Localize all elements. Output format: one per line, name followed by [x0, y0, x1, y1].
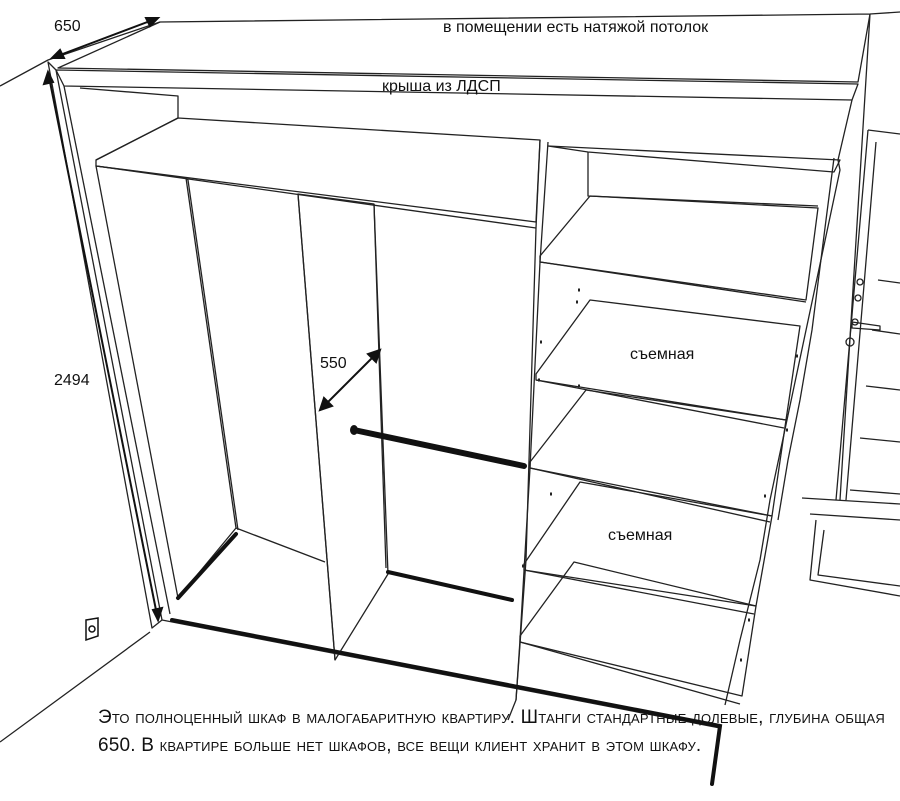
- wall-socket-icon: [86, 618, 98, 640]
- wardrobe-inner-left-edge: [64, 86, 170, 614]
- dimension-arrows: [44, 18, 380, 620]
- dimension-rod-depth: 550: [320, 355, 347, 372]
- right-partition: [508, 140, 540, 720]
- upper-shelf: [96, 118, 540, 222]
- wardrobe-back-top: [80, 88, 178, 160]
- right-top-shelf: [548, 146, 840, 172]
- description-caption: Это полноценный шкаф в малогабаритную квартиру. Штанги стандартные долевые, глубина общая 650. В квартире больше нет шкафов, все вещи клиент хранит в этом шкафу.: [98, 707, 885, 756]
- wardrobe-outer-left: [48, 62, 162, 628]
- drawers-background: [850, 280, 900, 494]
- door-frame: [836, 130, 900, 500]
- middle-partition: [298, 194, 388, 660]
- dimension-height-left: 2494: [54, 372, 90, 389]
- room-edges: [0, 12, 900, 742]
- note-stretch-ceiling: в помещении есть натяжой потолок: [443, 19, 709, 36]
- hanging-rod: [350, 425, 524, 466]
- dimension-depth-top: 650: [54, 18, 81, 35]
- note-removable-shelf-1: съемная: [630, 346, 695, 363]
- right-shelf-1: [540, 196, 818, 300]
- note-removable-shelf-2: съемная: [608, 527, 673, 544]
- note-roof-material: крыша из ЛДСП: [382, 78, 501, 95]
- left-compartment: [96, 166, 236, 598]
